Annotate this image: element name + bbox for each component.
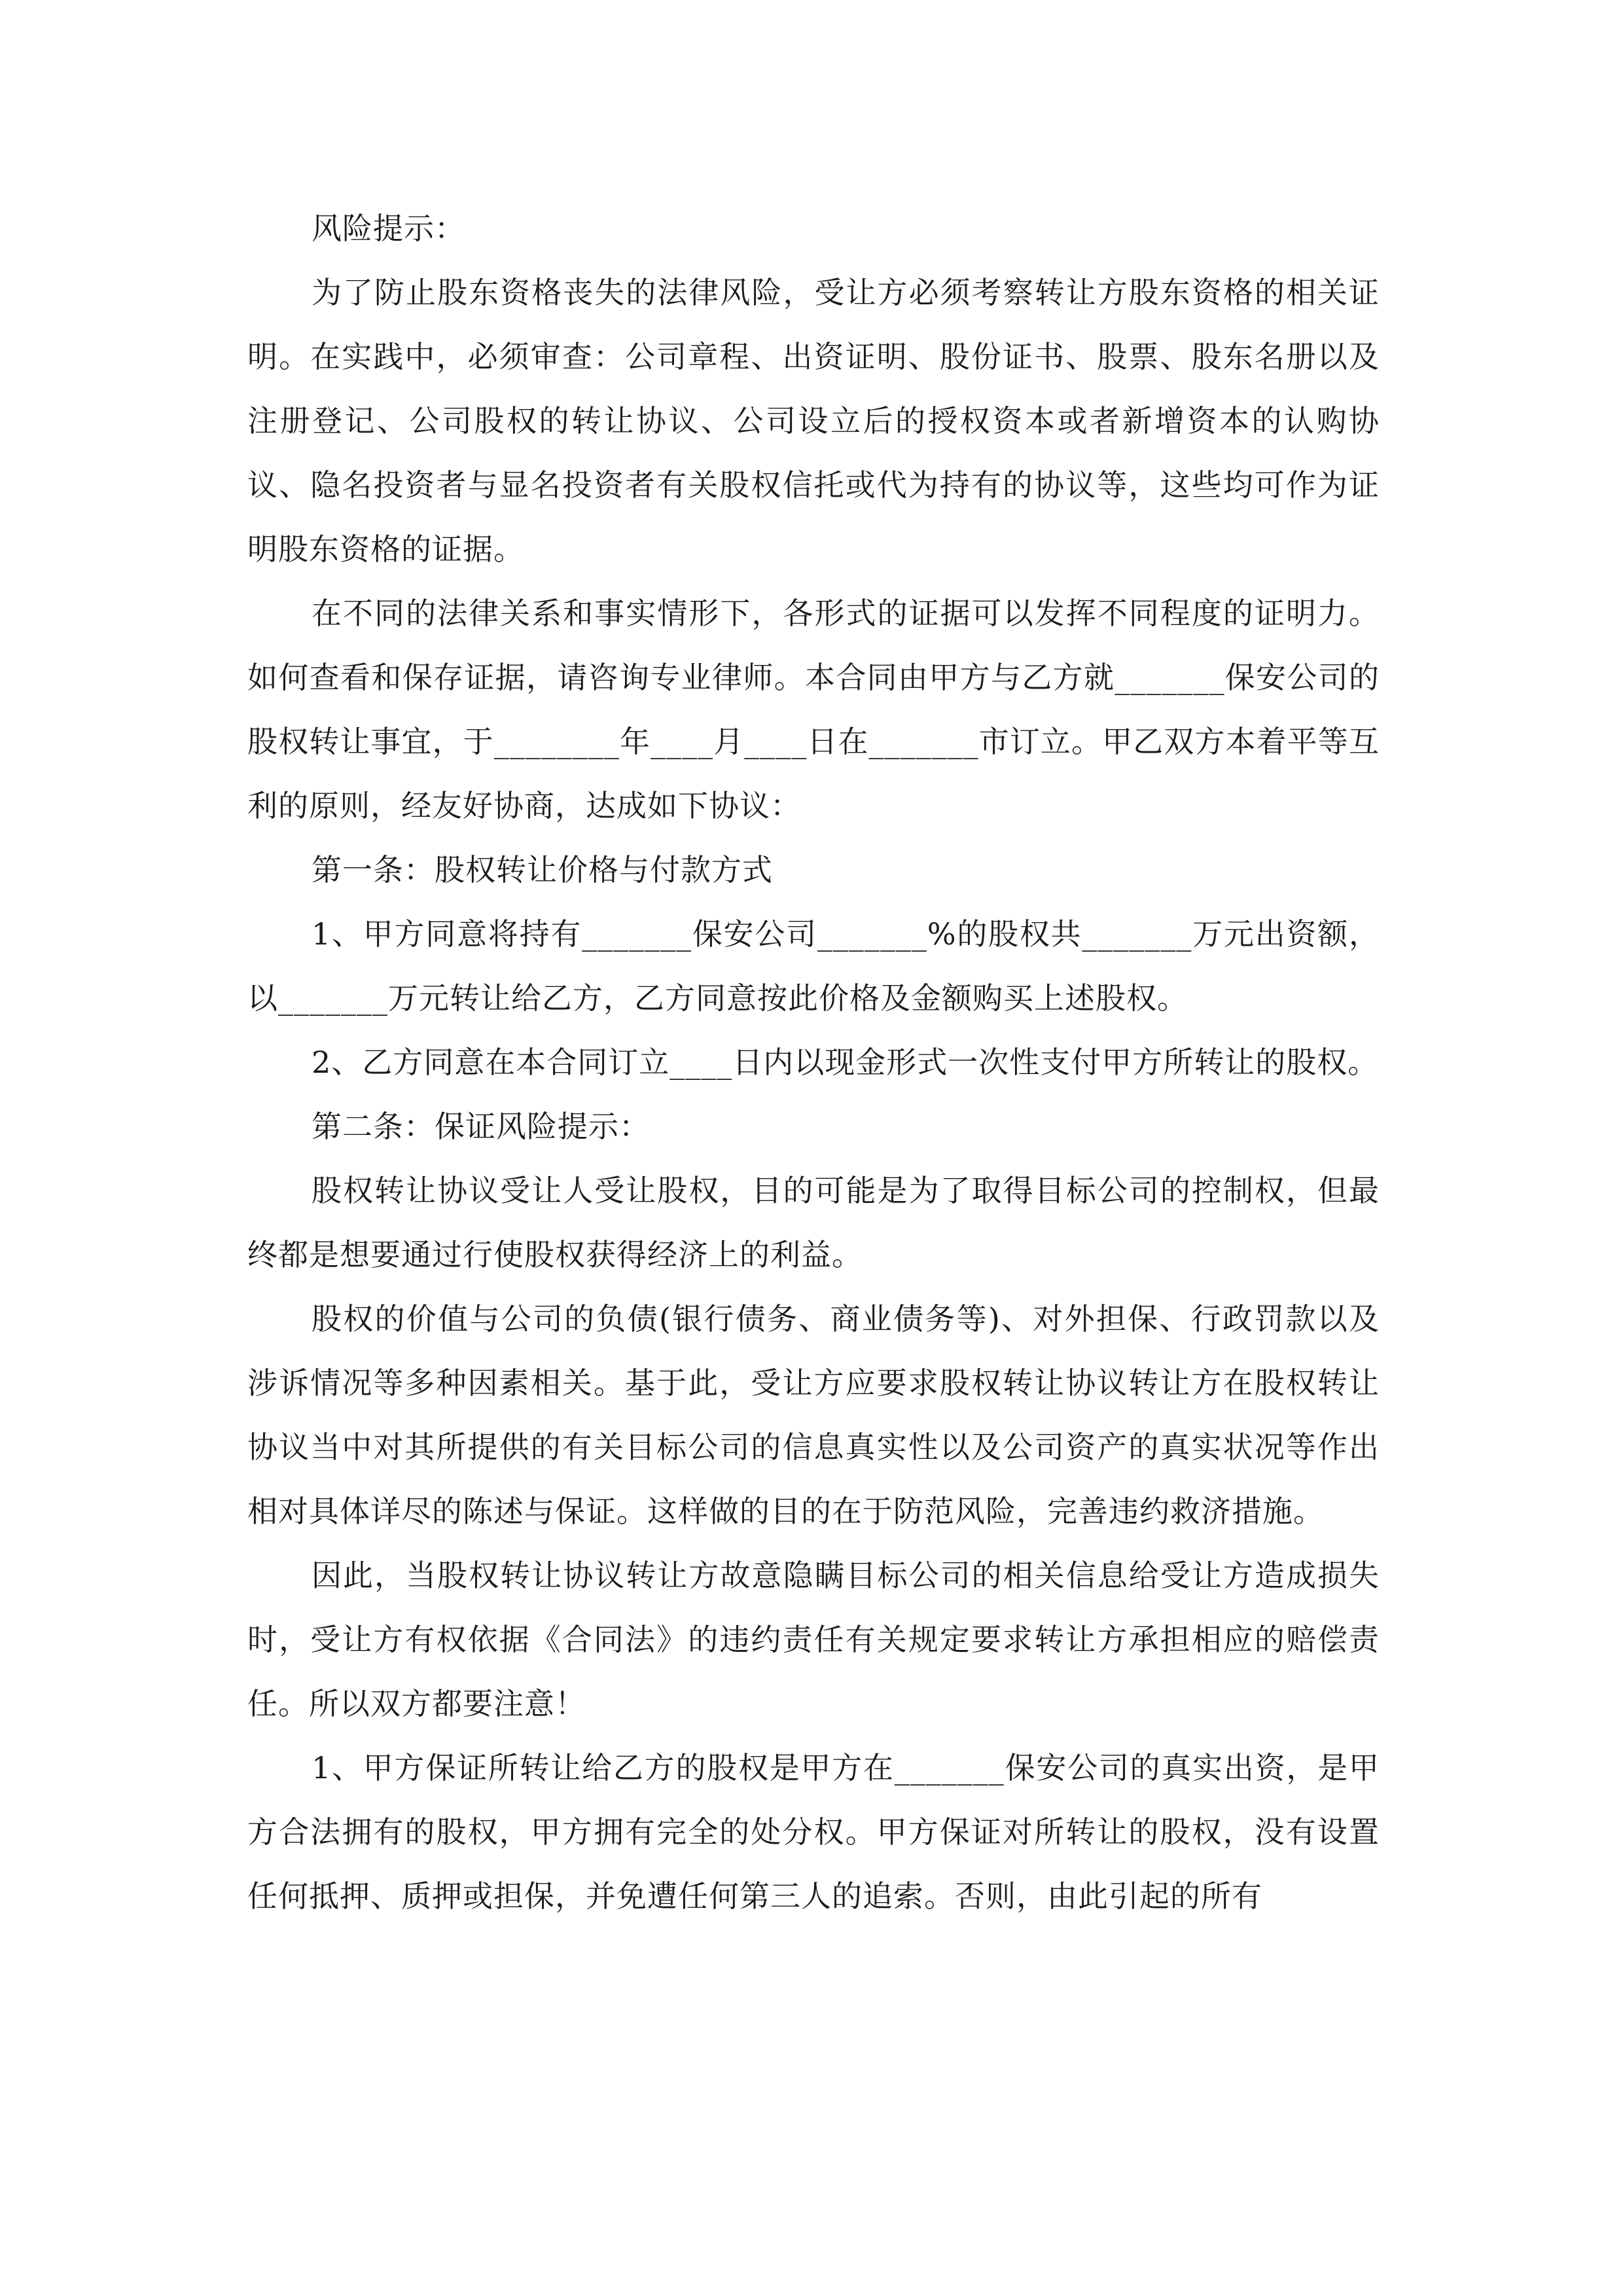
article-one-item-1: 1、甲方同意将持有_______保安公司_______%的股权共_______万元出资额，以_______万元转让给乙方，乙方同意按此价格及金额购买上述股权。 (247, 916, 1380, 1016)
article-one-heading: 第一条：股权转让价格与付款方式 (312, 852, 773, 888)
paragraph-equity-value: 股权的价值与公司的负债(银行债务、商业债务等)、对外担保、行政罚款以及涉诉情况等多种因素相关。基于此，受让方应要求股权转让协议转让方在股权转让协议当中对其所提供的有关目标公司的信息真实性以及公司资产的真实状况等作出相对具体详尽的陈述与保证。这样做的目的在于防范风险，完善违约救济措施。 (247, 1301, 1380, 1529)
paragraph-shareholder-qualification: 为了防止股东资格丧失的法律风险，受让方必须考察转让方股东资格的相关证明。在实践中，必须审查：公司章程、出资证明、股份证书、股票、股东名册以及注册登记、公司股权的转让协议、公司设立后的授权资本或者新增资本的认购协议、隐名投资者与显名投资者有关股权信托或代为持有的协议等，这些均可作为证明股东资格的证据。 (247, 275, 1380, 567)
document-page (247, 196, 1380, 1928)
article-two-item-1: 1、甲方保证所转让给乙方的股权是甲方在_______保安公司的真实出资，是甲方合法拥有的股权，甲方拥有完全的处分权。甲方保证对所转让的股权，没有设置任何抵押、质押或担保，并免遭任何第三人的追索。否则，由此引起的所有 (247, 1750, 1380, 1914)
article-one-item-2: 2、乙方同意在本合同订立____日内以现金形式一次性支付甲方所转让的股权。 (312, 1045, 1379, 1080)
paragraph-risk-heading: 风险提示： (312, 211, 465, 246)
paragraph-transferee-purpose: 股权转让协议受让人受让股权，目的可能是为了取得目标公司的控制权，但最终都是想要通过行使股权获得经济上的利益。 (247, 1173, 1380, 1272)
paragraph-liability: 因此，当股权转让协议转让方故意隐瞒目标公司的相关信息给受让方造成损失时，受让方有权依据《合同法》的违约责任有关规定要求转让方承担相应的赔偿责任。所以双方都要注意！ (247, 1558, 1380, 1721)
paragraph-evidence-and-agreement: 在不同的法律关系和事实情形下，各形式的证据可以发挥不同程度的证明力。如何查看和保存证据，请咨询专业律师。本合同由甲方与乙方就_______保安公司的股权转让事宜，于________年____月____日在_______市订立。甲乙双方本着平等互利的原则，经友好协商，达成如下协议： (247, 596, 1380, 823)
article-two-heading: 第二条：保证风险提示： (312, 1109, 650, 1144)
